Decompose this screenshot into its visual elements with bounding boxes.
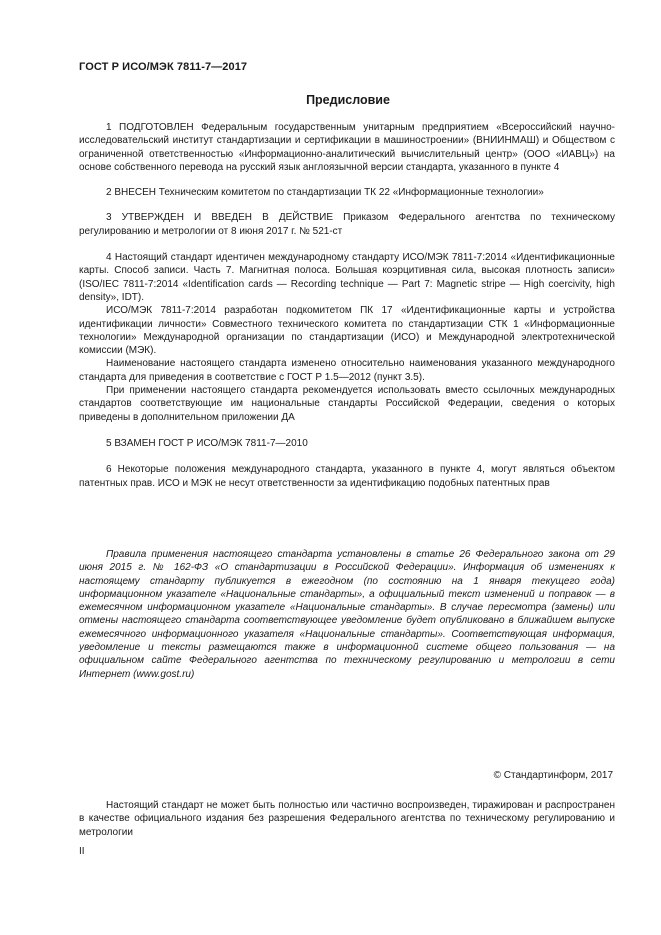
paragraph-4-application: При применении настоящего стандарта рекомендуется использовать вместо ссылочных международных стандартов соответствующие им национальные стандарты Российской Федерации, сведения о которых приведены в дополнительном приложении ДА: [79, 385, 615, 423]
paragraph-2: 2 ВНЕСЕН Техническим комитетом по стандартизации ТК 22 «Информационные технологии»: [106, 187, 544, 199]
paragraph-5: 5 ВЗАМЕН ГОСТ Р ИСО/МЭК 7811-7—2010: [106, 437, 308, 449]
foreword-body: [79, 121, 615, 490]
copyright: © Стандартинформ, 2017: [493, 770, 613, 781]
paragraph-4-developer: ИСО/МЭК 7811-7:2014 разработан подкомитетом ПК 17 «Идентификационные карты и устройства идентификации личности» Совместного технического комитета по стандартизации СТК 1 «Информационные технологии» Международной организации по стандартизации (ИСО) и Международной электротехнической комиссии (МЭК).: [79, 305, 615, 357]
reproduction-text: Настоящий стандарт не может быть полностью или частично воспроизведен, тиражирован и распространен в качестве официального издания без разрешения Федерального агентства по техническому регулированию и метрологии: [79, 800, 615, 838]
document-code: ГОСТ Р ИСО/МЭК 7811-7—2017: [79, 61, 248, 73]
paragraph-3: 3 УТВЕРЖДЕН И ВВЕДЕН В ДЕЙСТВИЕ Приказом Федерального агентства по техническому регулированию и метрологии от 8 июня 2017 г. № 521-ст: [79, 212, 615, 237]
paragraph-4-name-change: Наименование настоящего стандарта изменено относительно наименования указанного международного стандарта для приведения в соответствие с ГОСТ Р 1.5—2012 (пункт 3.5).: [79, 358, 615, 383]
reproduction-block: [79, 799, 615, 839]
section-title: Предисловие: [306, 93, 390, 107]
notice-block: [79, 548, 615, 681]
page-number: II: [79, 846, 85, 857]
paragraph-6: 6 Некоторые положения международного стандарта, указанного в пункте 4, могут являться объектом патентных прав. ИСО и МЭК не несут ответственности за идентификацию подобных патентных прав: [79, 464, 615, 489]
paragraph-1: 1 ПОДГОТОВЛЕН Федеральным государственным унитарным предприятием «Всероссийский научно-исследовательский институт стандартизации и сертификации в машиностроении» (ВНИИНМАШ) и Обществом с ограниченной ответственностью «Информационно-аналитический вычислительный центр» (ООО «ИАВЦ») на основе собственного перевода на русский язык англоязычной версии стандарта, указанного в пункте 4: [79, 122, 615, 173]
notice-text: Правила применения настоящего стандарта установлены в статье 26 Федерального закона от 29 июня 2015 г. № 162-ФЗ «О стандартизации в Российской Федерации». Информация об изменениях к настоящему стандарту публикуется в ежегодном (по состоянию на 1 января текущего года) информационном указателе «Национальные стандарты», а официальный текст изменений и поправок — в ежемесячном информационном указателе «Национальные стандарты». В случае пересмотра (замены) или отмены настоящего стандарта соответствующее уведомление будет опубликовано в ближайшем выпуске ежемесячного информационного указателя «Национальные стандарты». Соответствующая информация, уведомление и тексты размещаются также в информационной системе общего пользования — на официальном сайте Федерального агентства по техническому регулированию и метрологии в сети Интернет (www.gost.ru): [79, 549, 615, 680]
paragraph-4: 4 Настоящий стандарт идентичен международному стандарту ИСО/МЭК 7811-7:2014 «Идентификационные карты. Способ записи. Часть 7. Магнитная полоса. Большая коэрцитивная сила, высокая плотность записи» (ISO/IEC 7811-7:2014 «Identification cards — Recording technique — Part 7: Magnetic stripe — High coercivity, high density», IDT).: [79, 252, 615, 303]
